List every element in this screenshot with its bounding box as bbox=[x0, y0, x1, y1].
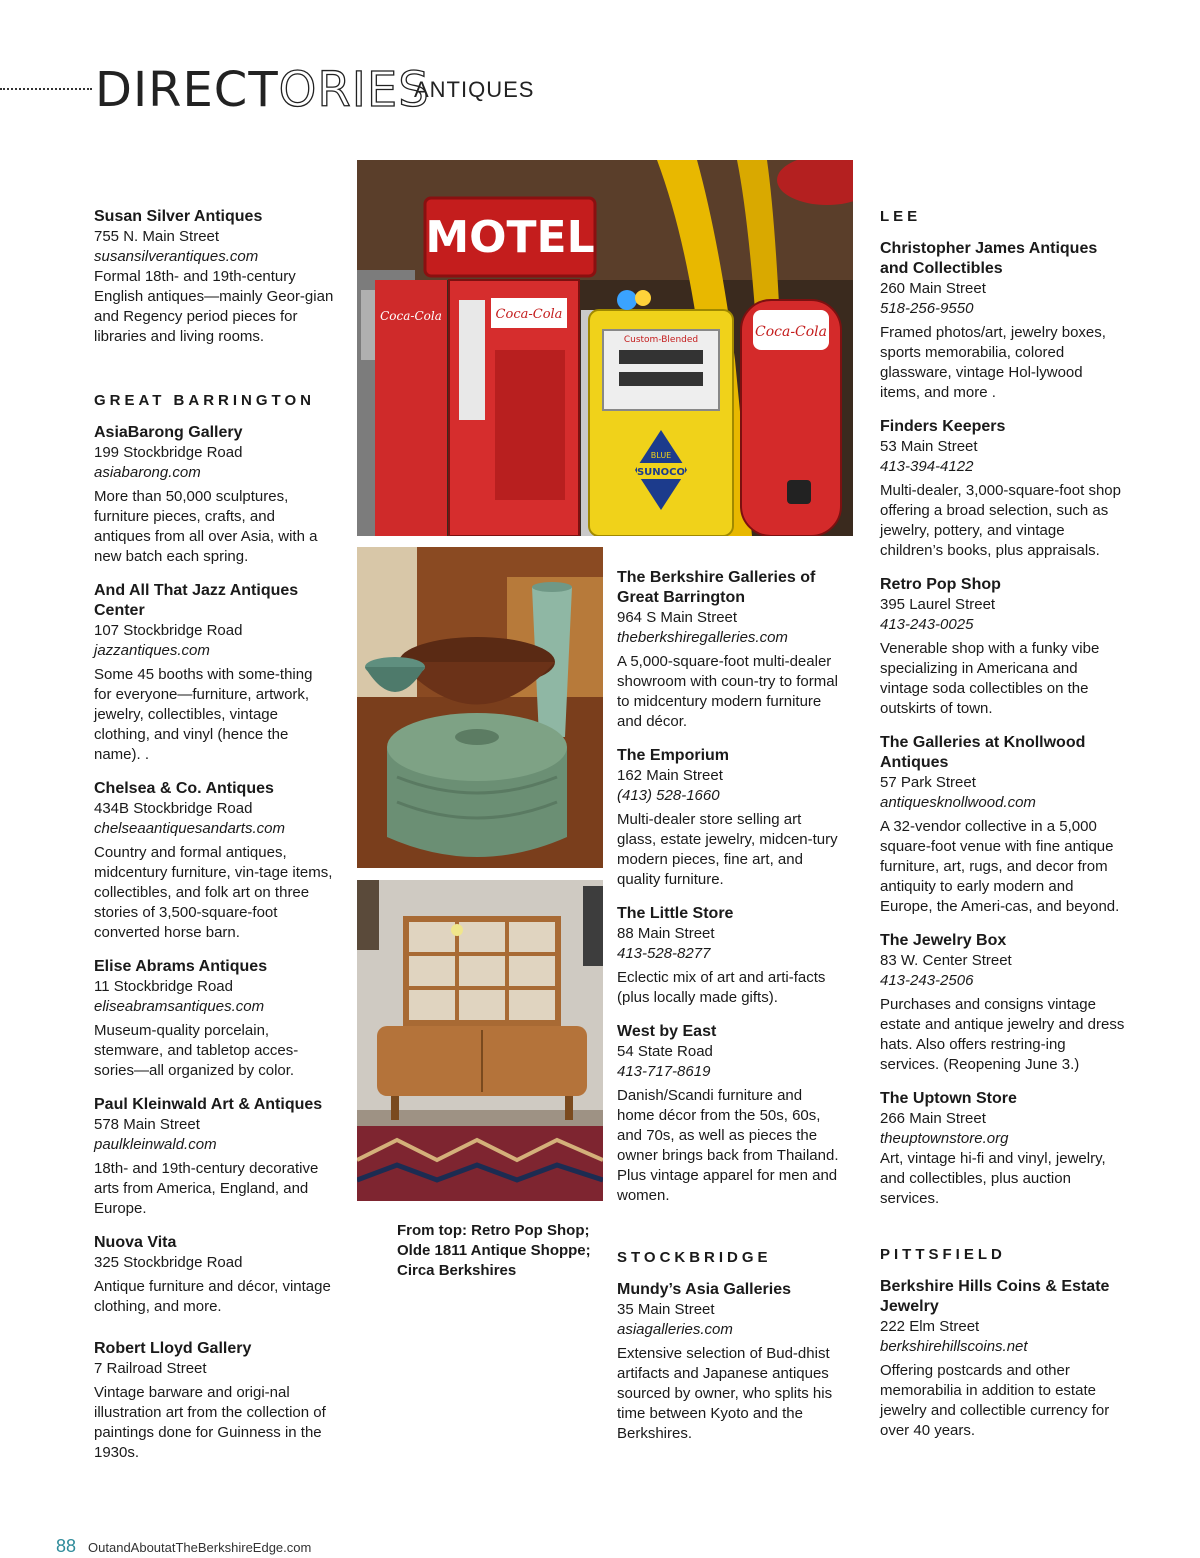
listing-website[interactable]: paulkleinwald.com bbox=[94, 1136, 217, 1153]
listing-description: Offering postcards and other memorabilia in addition to estate jewelry and collectible currency for over 40 years. bbox=[880, 1362, 1110, 1439]
listing-description: Multi-dealer store selling art glass, estate jewelry, midcen-tury modern pieces, fine art, and quality furniture. bbox=[617, 811, 838, 888]
listing-phone[interactable]: 413-243-2506 bbox=[880, 972, 974, 989]
listing-name: The Little Store bbox=[617, 905, 734, 922]
listing-name: Chelsea & Co. Antiques bbox=[94, 780, 274, 797]
listing bbox=[94, 1233, 334, 1317]
listing-description: Museum-quality porcelain, stemware, and tabletop acces-sories—all organized by color. bbox=[94, 1022, 299, 1079]
category-label: ANTIQUES bbox=[414, 77, 535, 102]
listing-address: 53 Main Street bbox=[880, 438, 978, 455]
listing-description: Purchases and consigns vintage estate and antique jewelry and dress hats. Also offers restring-ing services. (Reopening June 3.) bbox=[880, 996, 1125, 1073]
retro-pop-shop-illustration bbox=[357, 160, 853, 536]
listing bbox=[94, 207, 334, 347]
listing-name: West by East bbox=[617, 1023, 717, 1040]
listing bbox=[94, 957, 334, 1081]
listing-description: Art, vintage hi-fi and vinyl, jewelry, and collectibles, plus auction services. bbox=[880, 1150, 1106, 1207]
listing-description: A 32-vendor collective in a 5,000 square-foot venue with fine antique furniture, art, rugs, and decor from antiquity to early modern and Europe, the Ameri-cas, and beyond. bbox=[880, 818, 1120, 915]
listing-phone[interactable]: (413) 528-1660 bbox=[617, 787, 720, 804]
listing-address: 162 Main Street bbox=[617, 767, 723, 784]
listing-phone[interactable]: 413-243-0025 bbox=[880, 616, 974, 633]
listing-address: 395 Laurel Street bbox=[880, 596, 996, 613]
listing-phone[interactable]: 413-717-8619 bbox=[617, 1063, 711, 1080]
cabinet-illustration bbox=[357, 880, 603, 1201]
listing-address: 11 Stockbridge Road bbox=[94, 978, 233, 995]
listing-description: Eclectic mix of art and arti-facts (plus locally made gifts). bbox=[617, 969, 826, 1006]
listing bbox=[880, 1277, 1125, 1441]
listing-name: Christopher James Antiques and Collectibles bbox=[880, 240, 1098, 277]
listing-website[interactable]: asiagalleries.com bbox=[617, 1321, 733, 1338]
photo-caption: From top: Retro Pop Shop; Olde 1811 Antique Shoppe; Circa Berkshires bbox=[397, 1222, 591, 1279]
listing-website[interactable]: theberkshiregalleries.com bbox=[617, 629, 788, 646]
listing-website[interactable]: jazzantiques.com bbox=[94, 642, 210, 659]
listing-name: Susan Silver Antiques bbox=[94, 208, 263, 225]
listing-address: 964 S Main Street bbox=[617, 609, 738, 626]
listing-description: Multi-dealer, 3,000-square-foot shop offering a broad selection, such as jewelry, pottery, and vintage children’s books, plus appraisals. bbox=[880, 482, 1121, 559]
listing-name: Robert Lloyd Gallery bbox=[94, 1340, 252, 1357]
listing-name: Finders Keepers bbox=[880, 418, 1006, 435]
listing bbox=[880, 239, 1125, 403]
listing-description: Country and formal antiques, midcentury furniture, vin-tage items, collectibles, and folk art on three stories of 3,500-square-foot converted horse barn. bbox=[94, 844, 333, 941]
pump-label: Custom-Blended bbox=[623, 335, 699, 345]
section-heading: STOCKBRIDGE bbox=[617, 1249, 772, 1266]
listing-address: 57 Park Street bbox=[880, 774, 976, 791]
listing-description: Vintage barware and origi-nal illustration art from the collection of paintings done for Guinness in the 1930s. bbox=[94, 1384, 326, 1461]
listing-address: 83 W. Center Street bbox=[880, 952, 1012, 969]
listing-address: 260 Main Street bbox=[880, 280, 986, 297]
listing-website[interactable]: antiquesknollwood.com bbox=[880, 794, 1036, 811]
listing bbox=[617, 904, 842, 1008]
listing bbox=[94, 1339, 334, 1463]
page-header bbox=[0, 62, 700, 118]
listing bbox=[94, 779, 334, 943]
listing-address: 578 Main Street bbox=[94, 1116, 200, 1133]
listing-name: Mundy’s Asia Galleries bbox=[617, 1281, 791, 1298]
listing-name: And All That Jazz Antiques Center bbox=[94, 582, 299, 619]
listing-address: 35 Main Street bbox=[617, 1301, 715, 1318]
listing-name: Berkshire Hills Coins & Estate Jewelry bbox=[880, 1278, 1110, 1315]
motel-sign-text: MOTEL bbox=[425, 212, 595, 263]
listing-description: More than 50,000 sculptures, furniture pieces, crafts, and antiques from all over Asia, with a new batch each spring. bbox=[94, 488, 318, 565]
cola-logo-3: Coca-Cola bbox=[754, 324, 828, 340]
listing-description: Formal 18th- and 19th-century English antiques—mainly Geor-gian and Regency period pieces for libraries and living rooms. bbox=[94, 268, 334, 345]
listing bbox=[880, 417, 1125, 561]
listing-website[interactable]: susansilverantiques.com bbox=[94, 248, 259, 265]
listing bbox=[94, 423, 334, 567]
listing bbox=[94, 581, 334, 765]
listing-description: Danish/Scandi furniture and home décor from the 50s, 60s, and 70s, as well as pieces the owner brings back from Thailand. Plus vintage apparel for men and women. bbox=[617, 1087, 839, 1204]
listing bbox=[880, 1089, 1125, 1209]
section-heading: GREAT BARRINGTON bbox=[94, 392, 315, 409]
listing-description: 18th- and 19th-century decorative arts from America, England, and Europe. bbox=[94, 1160, 319, 1217]
listing-name: The Galleries at Knollwood Antiques bbox=[880, 734, 1086, 771]
page-title bbox=[95, 62, 430, 118]
photo-olde-1811-pottery bbox=[357, 547, 603, 868]
listing-description: Venerable shop with a funky vibe specializing in Americana and vintage soda collectibles on the outskirts of town. bbox=[880, 640, 1100, 717]
listing bbox=[880, 733, 1125, 917]
pottery-illustration bbox=[357, 547, 603, 868]
listing bbox=[617, 1022, 842, 1206]
listing-address: 755 N. Main Street bbox=[94, 228, 220, 245]
listing-name: The Uptown Store bbox=[880, 1090, 1017, 1107]
listing-phone[interactable]: 413-394-4122 bbox=[880, 458, 974, 475]
listing-description: Extensive selection of Bud-dhist artifacts and Japanese antiques sourced by owner, who splits his time between Kyoto and the Berkshires. bbox=[617, 1345, 833, 1442]
sunoco-logo: SUNOCO bbox=[636, 467, 686, 478]
listing-description: Some 45 booths with some-thing for everyone—furniture, artwork, jewelry, collectibles, vintage clothing, and vinyl (hence the name). . bbox=[94, 666, 313, 763]
listing-address: 107 Stockbridge Road bbox=[94, 622, 243, 639]
cola-logo-1: Coca-Cola bbox=[380, 309, 442, 323]
listing bbox=[617, 1280, 842, 1444]
listing-name: The Jewelry Box bbox=[880, 932, 1007, 949]
page-footer bbox=[56, 1536, 311, 1557]
page-number: 88 bbox=[56, 1536, 77, 1556]
listing-address: 434B Stockbridge Road bbox=[94, 800, 253, 817]
listing-website[interactable]: chelseaantiquesandarts.com bbox=[94, 820, 285, 837]
listing-address: 54 State Road bbox=[617, 1043, 713, 1060]
listing-phone[interactable]: 518-256-9550 bbox=[880, 300, 974, 317]
listing-description: Antique furniture and décor, vintage clothing, and more. bbox=[94, 1278, 331, 1315]
listing-address: 88 Main Street bbox=[617, 925, 715, 942]
listing-address: 7 Railroad Street bbox=[94, 1360, 207, 1377]
listing bbox=[880, 931, 1125, 1075]
listing bbox=[94, 1095, 334, 1219]
section-heading: LEE bbox=[880, 208, 922, 225]
listing-name: Retro Pop Shop bbox=[880, 576, 1001, 593]
listing-address: 199 Stockbridge Road bbox=[94, 444, 243, 461]
listing-name: The Emporium bbox=[617, 747, 730, 764]
middle-column bbox=[617, 568, 842, 1458]
right-column bbox=[880, 207, 1125, 1455]
left-column bbox=[94, 207, 334, 1477]
title-outline: ORIES bbox=[278, 62, 430, 118]
listing-name: Nuova Vita bbox=[94, 1234, 177, 1251]
photo-retro-pop-shop bbox=[357, 160, 853, 536]
listing-website[interactable]: asiabarong.com bbox=[94, 464, 201, 481]
listing-website[interactable]: theuptownstore.org bbox=[880, 1130, 1009, 1147]
blue-label: BLUE bbox=[650, 451, 672, 460]
listing-description: A 5,000-square-foot multi-dealer showroom with coun-try to formal to midcentury modern furniture and décor. bbox=[617, 653, 838, 730]
listing-name: AsiaBarong Gallery bbox=[94, 424, 243, 441]
listing-website[interactable]: berkshirehillscoins.net bbox=[880, 1338, 1028, 1355]
footer-site[interactable]: OutandAboutatTheBerkshireEdge.com bbox=[88, 1540, 312, 1555]
section-heading: PITTSFIELD bbox=[880, 1246, 1006, 1263]
title-solid: DIRECT bbox=[95, 62, 279, 118]
listing-address: 222 Elm Street bbox=[880, 1318, 980, 1335]
dotted-rule bbox=[0, 88, 92, 90]
listing-phone[interactable]: 413-528-8277 bbox=[617, 945, 711, 962]
listing-address: 266 Main Street bbox=[880, 1110, 986, 1127]
photo-circa-berkshires-cabinet bbox=[357, 880, 603, 1201]
listing-name: Elise Abrams Antiques bbox=[94, 958, 268, 975]
listing-name: Paul Kleinwald Art & Antiques bbox=[94, 1096, 323, 1113]
listing-name: The Berkshire Galleries of Great Barrington bbox=[617, 569, 816, 606]
cola-logo-2: Coca-Cola bbox=[495, 307, 563, 322]
listing-address: 325 Stockbridge Road bbox=[94, 1254, 243, 1271]
listing-description: Framed photos/art, jewelry boxes, sports memorabilia, colored glassware, vintage Hol-lywood items, and more . bbox=[880, 324, 1106, 401]
listing-website[interactable]: eliseabramsantiques.com bbox=[94, 998, 265, 1015]
listing bbox=[880, 575, 1125, 719]
listing bbox=[617, 568, 842, 732]
listing bbox=[617, 746, 842, 890]
